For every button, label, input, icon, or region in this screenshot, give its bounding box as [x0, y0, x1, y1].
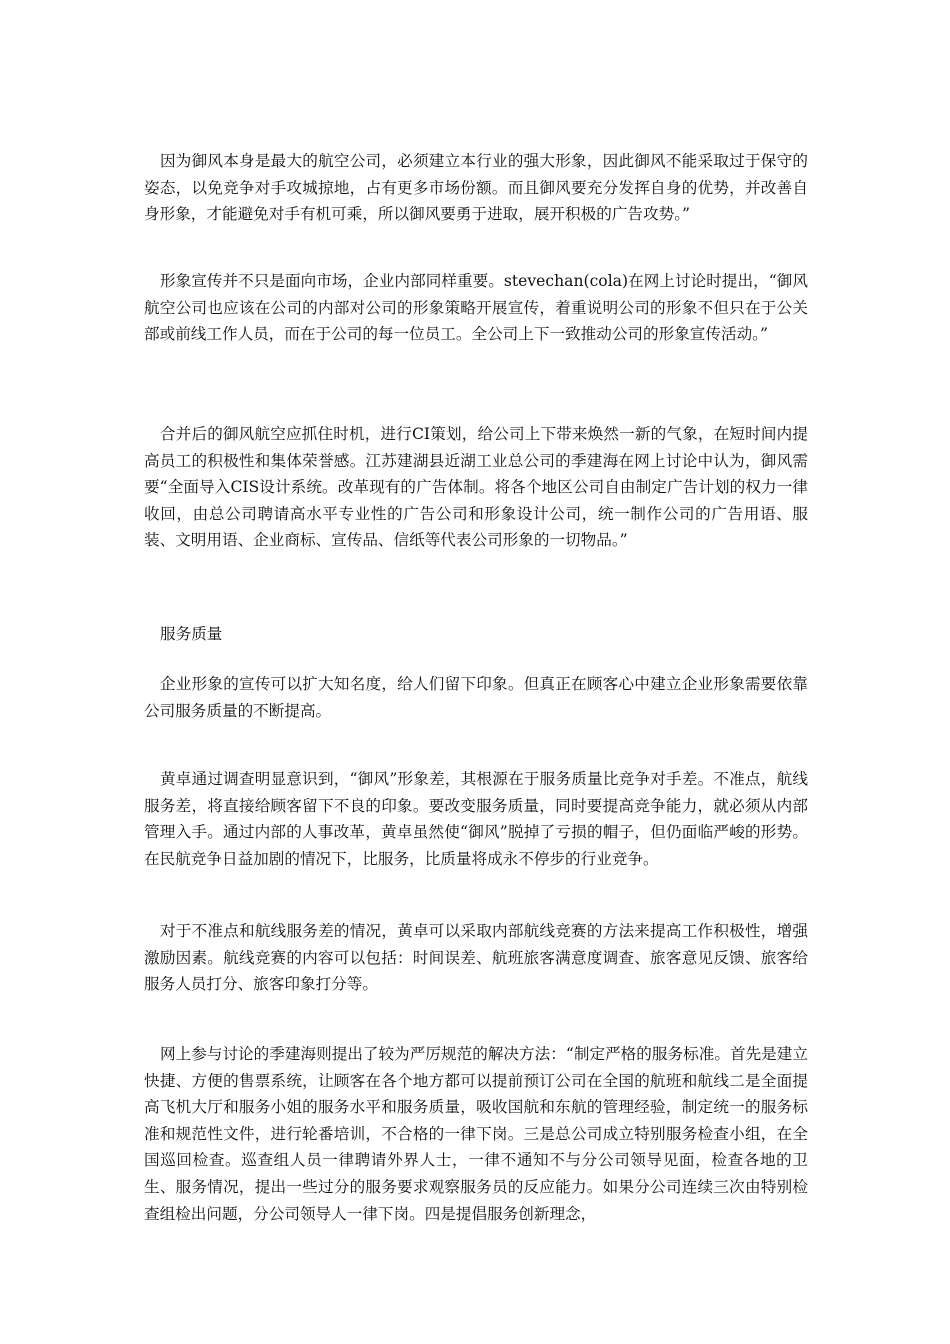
paragraph-brand-image: 因为御风本身是最大的航空公司，必须建立本行业的强大形象，因此御风不能采取过于保守的姿态，以免竞争对手攻城掠地，占有更多市场份额。而且御风要充分发挥自身的优势，并改善自身形象，才能避免对手有机可乘，所以御风要勇于进取，展开积极的广告攻势。” — [144, 152, 808, 224]
paragraph-internal-promotion: 形象宣传并不只是面向市场，企业内部同样重要。stevechan(cola)在网上讨论时提出，“御风航空公司也应该在公司的内部对公司的形象策略开展宣传，着重说明公司的形象不但只在于公关部或前线工作人员，而在于公司的每一位员工。全公司上下一致推动公司的形象宣传活动。” — [144, 272, 808, 344]
paragraph-service-intro: 企业形象的宣传可以扩大知名度，给人们留下印象。但真正在顾客心中建立企业形象需要依靠公司服务质量的不断提高。 — [144, 675, 808, 720]
paragraph-service-gap: 黄卓通过调查明显意识到，“御风”形象差，其根源在于服务质量比竞争对手差。不准点，航线服务差，将直接给顾客留下不良的印象。要改变服务质量，同时要提高竞争能力，就必须从内部管理入手。通过内部的人事改革，黄卓虽然使“御风”脱掉了亏损的帽子，但仍面临严峻的形势。在民航竞争日益加剧的情况下，比服务，比质量将成永不停步的行业竞争。 — [144, 770, 808, 868]
paragraph-ci-planning: 合并后的御风航空应抓住时机，进行CI策划，给公司上下带来焕然一新的气象，在短时间内提高员工的积极性和集体荣誉感。江苏建湖县近湖工业总公司的季建海在网上讨论中认为，御风需要“全面导入CIS设计系统。改革现有的广告体制。将各个地区公司自由制定广告计划的权力一律收回，由总公司聘请高水平专业性的广告公司和形象设计公司，统一制作公司的广告用语、服装、文明用语、企业商标、宣传品、信纸等代表公司形象的一切物品。” — [144, 425, 808, 550]
paragraph-route-competition: 对于不准点和航线服务差的情况，黄卓可以采取内部航线竞赛的方法来提高工作积极性，增强激励因素。航线竞赛的内容可以包括：时间误差、航班旅客满意度调查、旅客意见反馈、旅客给服务人员打分、旅客印象打分等。 — [144, 922, 808, 994]
paragraph-service-standards: 网上参与讨论的季建海则提出了较为严厉规范的解决方法：“制定严格的服务标准。首先是建立快捷、方便的售票系统，让顾客在各个地方都可以提前预订公司在全国的航班和航线二是全面提高飞机大厅和服务小姐的服务水平和服务质量，吸收国航和东航的管理经验，制定统一的服务标准和规范性文件，进行轮番培训，不合格的一律下岗。三是总公司成立特别服务检查小组，在全国巡回检查。巡查组人员一律聘请外界人士，一律不通知不与分公司领导见面，检查各地的卫生、服务情况，提出一些过分的服务要求观察服务员的反应能力。如果分公司连续三次由特别检查组检出问题，分公司领导人一律下岗。四是提倡服务创新理念， — [144, 1045, 808, 1223]
section-heading-service-quality: 服务质量 — [160, 625, 223, 643]
